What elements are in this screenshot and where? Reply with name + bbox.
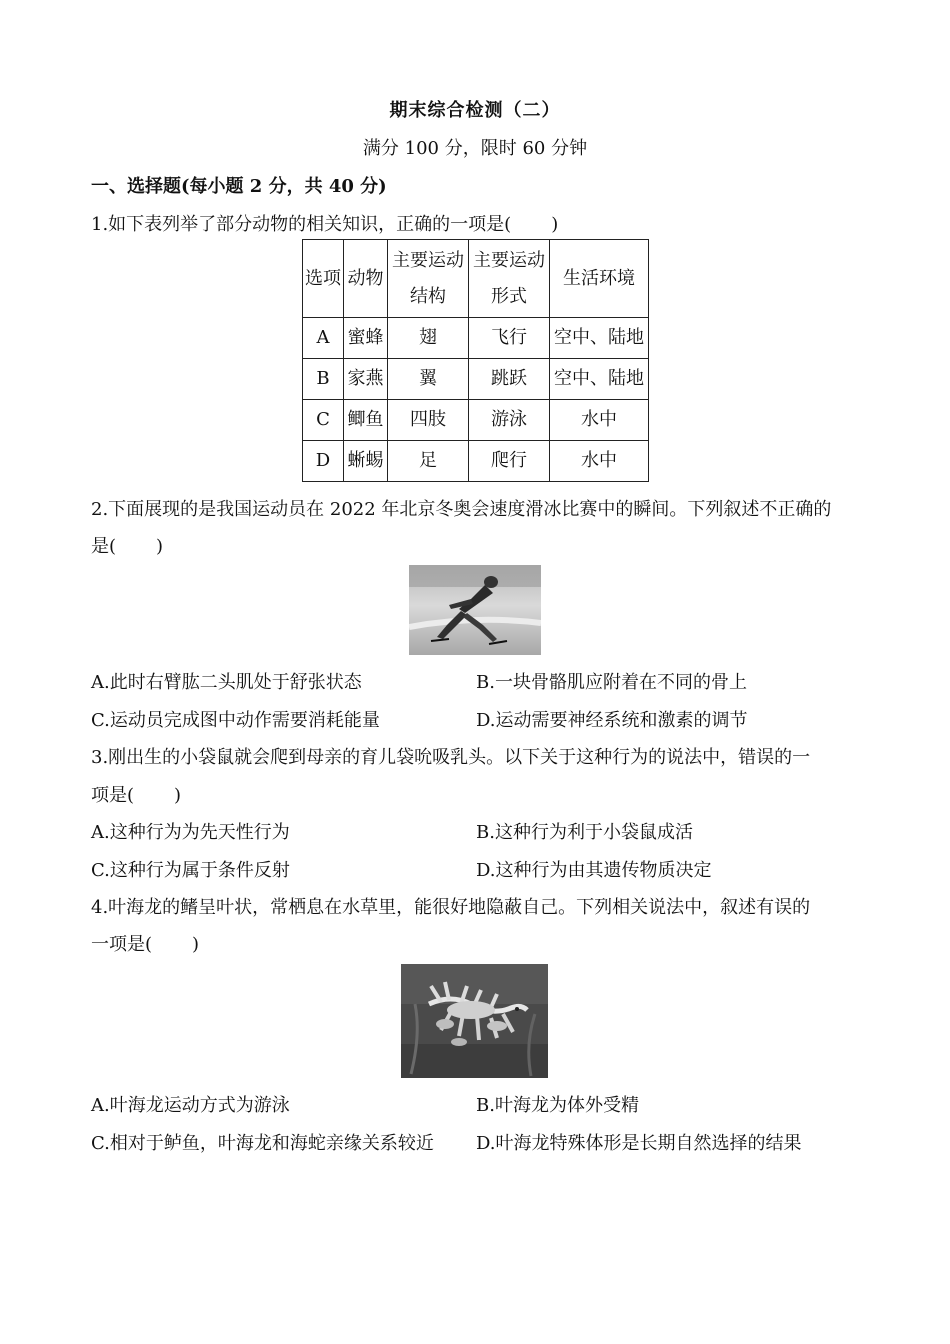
q4-option-d: D.叶海龙特殊体形是长期自然选择的结果 [476,1133,802,1154]
table-header-cell: 动物 [344,240,388,318]
table-cell: D [303,441,344,482]
q2-stem-line2 [91,532,163,558]
table-cell: 飞行 [469,318,550,359]
q1-stem [91,210,558,236]
table-cell: 翼 [388,359,469,400]
table-cell: 足 [388,441,469,482]
leafy-seadragon-image [401,964,548,1078]
q2-stem-text: 是( [91,536,117,557]
table-cell: 爬行 [469,441,550,482]
q1-table [302,239,649,482]
q2-stem-line1: 2.下面展现的是我国运动员在 2022 年北京冬奥会速度滑冰比赛中的瞬间。下列叙述不正确的 [91,499,832,520]
q4-stem-close: ) [192,934,200,955]
table-cell: 空中、陆地 [550,318,649,359]
table-header-cell: 选项 [303,240,344,318]
q4-stem-text: 一项是( [91,934,153,955]
q2-option-c: C.运动员完成图中动作需要消耗能量 [91,710,380,731]
q3-option-c: C.这种行为属于条件反射 [91,860,290,881]
table-header-cell: 主要运动 结构 [388,240,469,318]
q4-option-b: B.叶海龙为体外受精 [476,1095,639,1116]
q4-option-c: C.相对于鲈鱼，叶海龙和海蛇亲缘关系较近 [91,1133,434,1154]
table-cell: B [303,359,344,400]
q3-option-d: D.这种行为由其遗传物质决定 [476,860,712,881]
speed-skater-photo [409,565,541,655]
table-header-cell: 主要运动 形式 [469,240,550,318]
table-cell: C [303,400,344,441]
q3-stem-close: ) [174,785,182,806]
q4-stem-line2 [91,930,199,956]
speed-skater-image [409,565,541,655]
table-cell: 游泳 [469,400,550,441]
table-cell: 家燕 [344,359,388,400]
page-subtitle: 满分 100 分，限时 60 分钟 [362,138,588,159]
q2-option-b: B.一块骨骼肌应附着在不同的骨上 [476,672,747,693]
table-header-cell: 生活环境 [550,240,649,318]
table-cell: 水中 [550,441,649,482]
leafy-seadragon-photo [401,964,548,1078]
q2-stem-close: ) [156,536,164,557]
table-cell: 四肢 [388,400,469,441]
table-row [303,359,649,400]
table-cell: 蜜蜂 [344,318,388,359]
q1-stem-text: 1.如下表列举了部分动物的相关知识，正确的一项是( [91,214,512,235]
table-row [303,400,649,441]
q2-option-a: A.此时右臂肱二头肌处于舒张状态 [91,672,362,693]
table-row [303,318,649,359]
table-cell: 跳跃 [469,359,550,400]
q3-stem-line1: 3.刚出生的小袋鼠就会爬到母亲的育儿袋吮吸乳头。以下关于这种行为的说法中，错误的一 [91,747,811,768]
table-cell: 蜥蜴 [344,441,388,482]
table-cell: 翅 [388,318,469,359]
table-row [303,441,649,482]
table-cell: 水中 [550,400,649,441]
page-title: 期末综合检测（二） [389,100,561,121]
section-heading: 一、选择题(每小题 2 分，共 40 分) [91,176,387,197]
q1-stem-close: ) [551,214,559,235]
q3-stem-text: 项是( [91,785,135,806]
q4-stem-line1: 4.叶海龙的鳍呈叶状，常栖息在水草里，能很好地隐蔽自己。下列相关说法中，叙述有误的 [91,897,811,918]
q3-stem-line2 [91,781,181,807]
table-header-row [303,240,649,318]
table-cell: 空中、陆地 [550,359,649,400]
table-cell: 鲫鱼 [344,400,388,441]
table-cell: A [303,318,344,359]
q2-option-d: D.运动需要神经系统和激素的调节 [476,710,748,731]
q4-option-a: A.叶海龙运动方式为游泳 [91,1095,290,1116]
q3-option-b: B.这种行为利于小袋鼠成活 [476,822,693,843]
q3-option-a: A.这种行为为先天性行为 [91,822,290,843]
